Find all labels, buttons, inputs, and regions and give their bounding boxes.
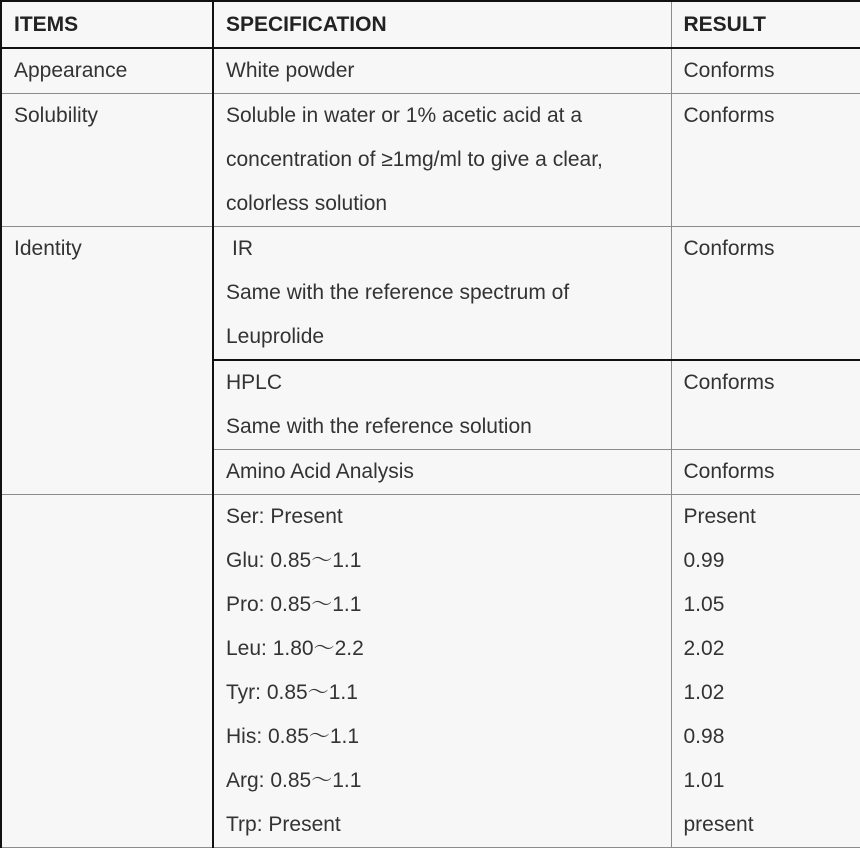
amino-acid-result-line: 0.98 [683,725,725,748]
amino-acid-spec-line: Trp: Present [226,813,341,836]
table-row-solubility [1,94,860,227]
spec-line: Soluble in water or 1% acetic acid at a [226,104,583,127]
table-row-identity-ir [1,227,860,361]
spec-cell-amino-acids [213,495,671,848]
spec-cell-identity-ir [213,227,671,361]
spec-line: colorless solution [226,192,388,215]
spec-line: HPLC [226,371,283,394]
item-cell-identity: Identity [1,227,213,495]
header-row [1,1,860,48]
spec-cell-amino-acid-analysis: Amino Acid Analysis [213,450,671,495]
table-row-amino-acids [1,495,860,848]
spec-cell-appearance: White powder [213,48,671,94]
amino-acid-result-line: 2.02 [683,637,725,660]
spec-cell-solubility [213,94,671,227]
item-cell-amino-acids [1,495,213,848]
item-cell-solubility: Solubility [1,94,213,227]
table-row-appearance [1,48,860,94]
amino-acid-spec-line: Leu: 1.80～2.2 [226,637,364,660]
amino-acid-result-line: 0.99 [683,549,725,572]
spec-cell-identity-hplc [213,360,671,450]
result-cell-identity-ir: Conforms [671,227,860,361]
result-cell-appearance: Conforms [671,48,860,94]
amino-acid-spec-line: Pro: 0.85～1.1 [226,593,362,616]
spec-line: concentration of ≥1mg/ml to give a clear, [226,148,603,171]
amino-acid-result-line: Present [683,505,756,528]
result-cell-amino-acids [671,495,860,848]
amino-acid-spec-line: Tyr: 0.85～1.1 [226,681,358,704]
result-cell-identity-hplc: Conforms [671,360,860,450]
amino-acid-result-line: 1.02 [683,681,725,704]
amino-acid-spec-line: Arg: 0.85～1.1 [226,769,362,792]
amino-acid-result-line: 1.05 [683,593,725,616]
spec-line: Leuprolide [226,325,325,348]
item-cell-appearance: Appearance [1,48,213,94]
amino-acid-result-line: present [683,813,754,836]
spec-line: IR [232,237,253,260]
amino-acid-result-line: 1.01 [683,769,725,792]
result-cell-solubility: Conforms [671,94,860,227]
result-header: RESULT [671,1,860,48]
spec-line: Same with the reference solution [226,415,532,438]
amino-acid-spec-line: Ser: Present [226,505,343,528]
spec-line: Same with the reference spectrum of [226,281,570,304]
items-header: ITEMS [1,1,213,48]
specification-header: SPECIFICATION [213,1,671,48]
amino-acid-spec-line: His: 0.85～1.1 [226,725,360,748]
result-cell-amino-acid-analysis: Conforms [671,450,860,495]
amino-acid-spec-line: Glu: 0.85～1.1 [226,549,362,572]
